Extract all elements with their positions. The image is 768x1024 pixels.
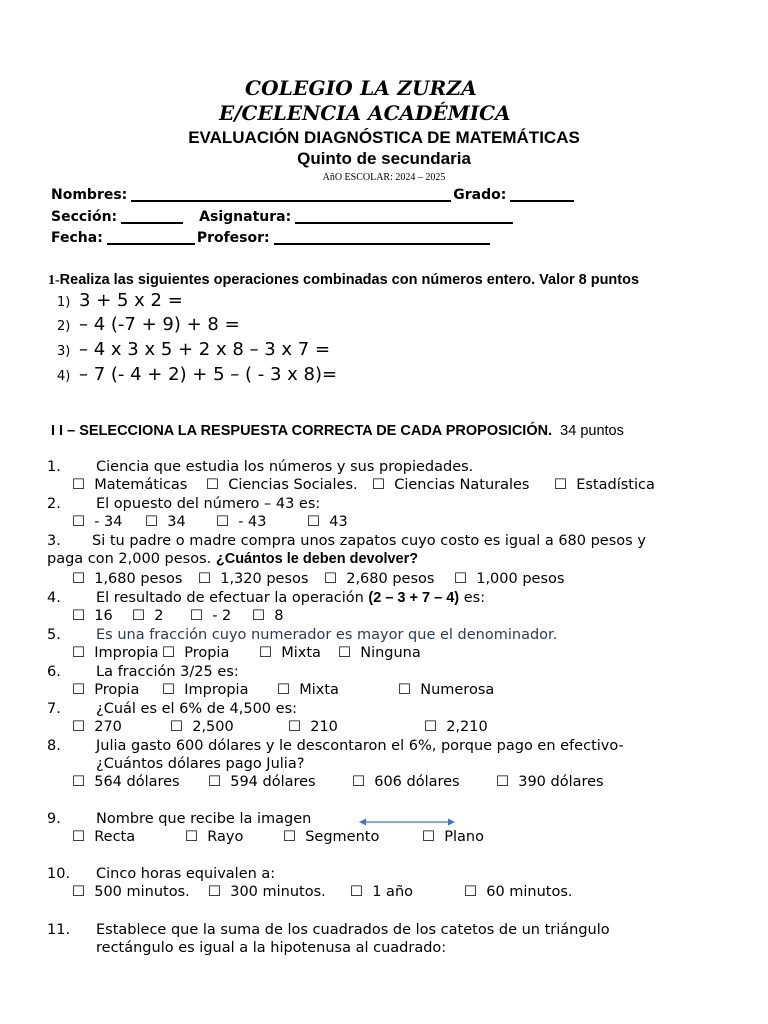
option-label: 34 — [167, 514, 186, 530]
option-label: 1 año — [372, 884, 413, 900]
option-label: 564 dólares — [94, 774, 180, 790]
option[interactable] — [454, 571, 564, 587]
checkbox-icon[interactable]: ☐ — [206, 477, 219, 493]
operation-expression: – 4 (-7 + 9) + 8 = — [79, 314, 240, 335]
question-number: 2. — [47, 496, 61, 512]
checkbox-icon[interactable]: ☐ — [352, 774, 365, 790]
option-label: Rayo — [207, 829, 244, 845]
option-label: 60 minutos. — [486, 884, 573, 900]
checkbox-icon[interactable]: ☐ — [372, 477, 385, 493]
exam-title: EVALUACIÓN DIAGNÓSTICA DE MATEMÁTICAS — [188, 128, 580, 147]
field-row-names — [51, 186, 576, 203]
checkbox-icon[interactable]: ☐ — [324, 571, 337, 587]
option[interactable] — [170, 719, 234, 735]
question-number: 3. — [47, 533, 61, 549]
option-label: Ciencias Naturales — [394, 477, 530, 493]
checkbox-icon[interactable]: ☐ — [162, 682, 175, 698]
checkbox-icon[interactable]: ☐ — [350, 884, 363, 900]
operation-expression: – 7 (- 4 + 2) + 5 – ( - 3 x 8)= — [79, 364, 338, 385]
option[interactable] — [324, 571, 434, 587]
section2-heading: I I – SELECCIONA LA RESPUESTA CORRECTA DE CADA PROPOSICIÓN. — [51, 423, 553, 439]
question-11-line2: rectángulo es igual a la hipotenusa al cuadrado: — [96, 940, 447, 956]
option[interactable] — [162, 645, 229, 661]
grade-level: Quinto de secundaria — [297, 149, 471, 168]
question-text-after: es: — [463, 590, 486, 606]
option-label: - 34 — [94, 514, 123, 530]
checkbox-icon[interactable]: ☐ — [72, 774, 85, 790]
checkbox-icon[interactable]: ☐ — [72, 514, 85, 530]
option[interactable] — [350, 884, 413, 900]
option[interactable] — [72, 571, 182, 587]
field-row-date — [51, 229, 492, 246]
option-label: 2 — [154, 608, 164, 624]
checkbox-icon[interactable]: ☐ — [338, 645, 351, 661]
operation-2 — [57, 314, 240, 335]
checkbox-icon[interactable]: ☐ — [72, 719, 85, 735]
option[interactable] — [190, 608, 231, 624]
checkbox-icon[interactable]: ☐ — [145, 514, 158, 530]
question-7-options — [72, 719, 752, 737]
question-5-options — [72, 645, 752, 663]
fecha-blank[interactable] — [107, 229, 195, 245]
option-label: Matemáticas — [94, 477, 188, 493]
nombres-label: Nombres: — [51, 187, 128, 203]
question-2-options — [72, 514, 752, 532]
question-text: ¿Cuál es el 6% de 4,500 es: — [96, 701, 298, 717]
option[interactable] — [216, 514, 267, 530]
question-number: 6. — [47, 664, 61, 680]
grado-label: Grado: — [453, 187, 507, 203]
option-label: 2,680 pesos — [346, 571, 435, 587]
option-label: Ciencias Sociales. — [228, 477, 358, 493]
question-number: 5. — [47, 627, 61, 643]
option[interactable] — [398, 682, 494, 698]
question-number: 7. — [47, 701, 61, 717]
checkbox-icon[interactable]: ☐ — [72, 682, 85, 698]
option[interactable] — [259, 645, 321, 661]
checkbox-icon[interactable]: ☐ — [252, 608, 265, 624]
question-text: La fracción 3/25 es: — [96, 664, 239, 680]
option[interactable] — [72, 774, 180, 790]
question-emphasis: ¿Cuántos le deben devolver? — [215, 551, 419, 567]
operation-expression: – 4 x 3 x 5 + 2 x 8 – 3 x 7 = — [79, 339, 331, 360]
option-label: 500 minutos. — [94, 884, 190, 900]
question-number: 1. — [47, 459, 61, 475]
option-label: Plano — [444, 829, 484, 845]
checkbox-icon[interactable]: ☐ — [422, 829, 435, 845]
question-6-options — [72, 682, 752, 700]
checkbox-icon[interactable]: ☐ — [554, 477, 567, 493]
option[interactable] — [72, 514, 123, 530]
option-label: Numerosa — [420, 682, 495, 698]
school-motto: E/CELENCIA ACADÉMICA — [219, 101, 511, 125]
option-label: 594 dólares — [230, 774, 316, 790]
option-label: Propia — [184, 645, 230, 661]
operation-number: 1) — [57, 295, 71, 310]
option-label: - 2 — [212, 608, 232, 624]
section2-points: 34 puntos — [560, 423, 624, 439]
school-name: COLEGIO LA ZURZA — [245, 76, 477, 100]
option-label: Impropia — [94, 645, 159, 661]
question-8-line2: ¿Cuántos dólares pago Julia? — [96, 756, 305, 772]
option[interactable] — [496, 774, 604, 790]
option[interactable] — [132, 608, 163, 624]
checkbox-icon[interactable]: ☐ — [162, 645, 175, 661]
option[interactable] — [72, 682, 139, 698]
checkbox-icon[interactable]: ☐ — [464, 884, 477, 900]
seccion-label: Sección: — [51, 209, 118, 225]
section1-number: 1- — [48, 273, 60, 288]
option[interactable] — [185, 829, 243, 845]
option-label: Ninguna — [360, 645, 421, 661]
question-text: Ciencia que estudia los números y sus propiedades. — [96, 459, 474, 475]
checkbox-icon[interactable]: ☐ — [170, 719, 183, 735]
question-number: 11. — [47, 922, 71, 938]
option-label: 2,210 — [446, 719, 488, 735]
option[interactable] — [288, 719, 338, 735]
option[interactable] — [162, 682, 248, 698]
checkbox-icon[interactable]: ☐ — [72, 608, 85, 624]
checkbox-icon[interactable]: ☐ — [208, 774, 221, 790]
checkbox-icon[interactable]: ☐ — [185, 829, 198, 845]
question-number: 8. — [47, 738, 61, 754]
operation-1 — [57, 290, 183, 311]
option-label: Recta — [94, 829, 136, 845]
option[interactable] — [208, 774, 316, 790]
option[interactable] — [338, 645, 421, 661]
checkbox-icon[interactable]: ☐ — [259, 645, 272, 661]
checkbox-icon[interactable]: ☐ — [198, 571, 211, 587]
grado-blank[interactable] — [510, 186, 574, 202]
option[interactable] — [72, 719, 122, 735]
option-label: 1,320 pesos — [220, 571, 309, 587]
school-year: AñO ESCOLAR: 2024 – 2025 — [322, 172, 446, 183]
asignatura-label: Asignatura: — [199, 209, 292, 225]
option[interactable] — [72, 608, 113, 624]
checkbox-icon[interactable]: ☐ — [454, 571, 467, 587]
option[interactable] — [72, 477, 187, 493]
option-label: 300 minutos. — [230, 884, 326, 900]
checkbox-icon[interactable]: ☐ — [424, 719, 437, 735]
option[interactable] — [72, 884, 190, 900]
question-text: Cinco horas equivalen a: — [96, 866, 276, 882]
question-text-cont: paga con 2,000 pesos. — [47, 551, 212, 567]
section1-text: Realiza las siguientes operaciones combinadas con números entero. Valor 8 puntos — [59, 272, 640, 288]
question-text: Establece que la suma de los cuadrados de los catetos de un triángulo — [96, 922, 610, 938]
checkbox-icon[interactable]: ☐ — [307, 514, 320, 530]
option[interactable] — [72, 645, 158, 661]
option-label: Mixta — [299, 682, 339, 698]
option[interactable] — [277, 682, 339, 698]
question-10-options — [72, 884, 752, 902]
option-label: 8 — [274, 608, 284, 624]
option-label: 270 — [94, 719, 122, 735]
checkbox-icon[interactable]: ☐ — [216, 514, 229, 530]
fecha-label: Fecha: — [51, 230, 103, 246]
operation-3 — [57, 339, 330, 360]
field-row-section — [51, 208, 515, 225]
checkbox-icon[interactable]: ☐ — [72, 571, 85, 587]
option-label: Segmento — [305, 829, 380, 845]
checkbox-icon[interactable]: ☐ — [72, 884, 85, 900]
checkbox-icon[interactable]: ☐ — [496, 774, 509, 790]
operation-expression: 3 + 5 x 2 = — [79, 290, 183, 311]
option-label: Estadística — [576, 477, 655, 493]
profesor-blank[interactable] — [274, 229, 490, 245]
checkbox-icon[interactable]: ☐ — [190, 608, 203, 624]
question-text: Julia gasto 600 dólares y le descontaron el 6%, porque pago en efectivo- — [96, 738, 624, 754]
checkbox-icon[interactable]: ☐ — [277, 682, 290, 698]
checkbox-icon[interactable]: ☐ — [72, 477, 85, 493]
checkbox-icon[interactable]: ☐ — [283, 829, 296, 845]
option[interactable] — [424, 719, 488, 735]
question-text: El opuesto del número – 43 es: — [96, 496, 321, 512]
option-label: Propia — [94, 682, 140, 698]
question-text: El resultado de efectuar la operación — [96, 590, 364, 606]
option[interactable] — [372, 477, 530, 493]
option-label: Impropia — [184, 682, 249, 698]
option[interactable] — [307, 514, 348, 530]
question-number: 10. — [47, 866, 71, 882]
option[interactable] — [252, 608, 283, 624]
option-label: 1,000 pesos — [476, 571, 565, 587]
option-label: 2,500 — [192, 719, 234, 735]
seccion-blank[interactable] — [121, 208, 183, 224]
question-9-options — [72, 829, 752, 847]
option-label: 43 — [329, 514, 348, 530]
checkbox-icon[interactable]: ☐ — [398, 682, 411, 698]
operation-number: 4) — [57, 369, 71, 384]
operation-4 — [57, 364, 337, 385]
question-text: Nombre que recibe la imagen — [96, 811, 312, 827]
option-label: - 43 — [238, 514, 267, 530]
checkbox-icon[interactable]: ☐ — [208, 884, 221, 900]
option[interactable] — [464, 884, 573, 900]
question-number: 9. — [47, 811, 61, 827]
option[interactable] — [198, 571, 308, 587]
option-label: 606 dólares — [374, 774, 460, 790]
option[interactable] — [352, 774, 460, 790]
option[interactable] — [208, 884, 326, 900]
question-3-options — [72, 571, 752, 589]
checkbox-icon[interactable]: ☐ — [288, 719, 301, 735]
question-text: Es una fracción cuyo numerador es mayor que el denominador. — [96, 627, 558, 643]
double-arrow-line-icon — [358, 815, 456, 829]
option-label: 390 dólares — [518, 774, 604, 790]
option[interactable] — [72, 829, 135, 845]
option-label: 16 — [94, 608, 113, 624]
question-number: 4. — [47, 590, 61, 606]
question-8-options — [72, 774, 752, 792]
operation-number: 2) — [57, 319, 71, 334]
option[interactable] — [554, 477, 655, 493]
option[interactable] — [145, 514, 186, 530]
section2-title — [51, 423, 624, 439]
checkbox-icon[interactable]: ☐ — [72, 645, 85, 661]
asignatura-blank[interactable] — [295, 208, 513, 224]
option[interactable] — [422, 829, 484, 845]
section1-title — [48, 272, 639, 289]
operation-number: 3) — [57, 344, 71, 359]
checkbox-icon[interactable]: ☐ — [132, 608, 145, 624]
question-1-options — [72, 477, 752, 495]
question-4-options — [72, 608, 752, 626]
option[interactable] — [283, 829, 379, 845]
profesor-label: Profesor: — [196, 230, 270, 246]
option-label: 1,680 pesos — [94, 571, 183, 587]
question-text: Si tu padre o madre compra unos zapatos cuyo costo es igual a 680 pesos y — [92, 533, 646, 549]
question-emphasis: (2 – 3 + 7 – 4) — [368, 590, 460, 606]
option[interactable] — [206, 477, 358, 493]
option-label: Mixta — [281, 645, 321, 661]
checkbox-icon[interactable]: ☐ — [72, 829, 85, 845]
option-label: 210 — [310, 719, 338, 735]
nombres-blank[interactable] — [131, 186, 451, 202]
